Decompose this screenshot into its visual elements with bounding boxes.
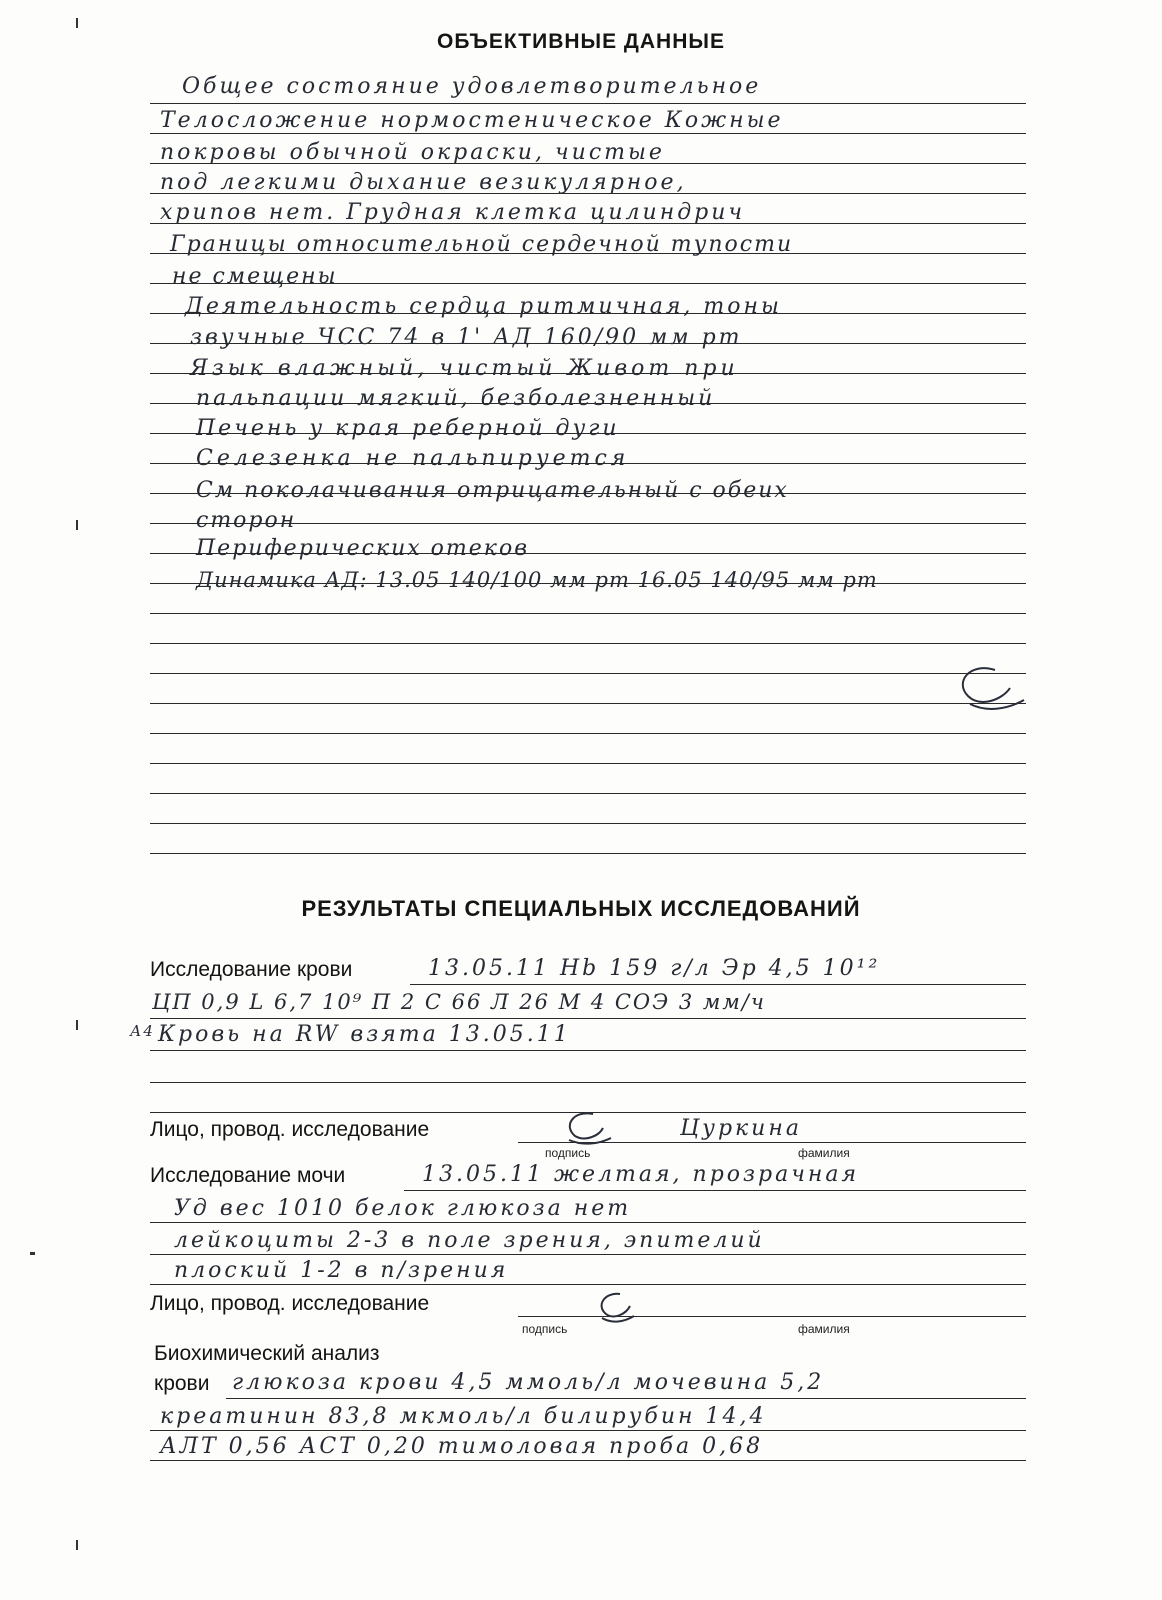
handwritten-line: Селезенка не пальпируется [196, 446, 630, 471]
blood-result-line: ЦП 0,9 L 6,7 10⁹ П 2 С 66 Л 26 М 4 СОЭ 3 мм/ч [152, 990, 766, 1014]
handwritten-line: Границы относительной сердечной тупости [170, 232, 794, 257]
biochem-result-line: глюкоза крови 4,5 ммоль/л мочевина 5,2 [232, 1370, 825, 1395]
urine-test-label: Исследование мочи [150, 1164, 346, 1187]
writing-line [150, 613, 1026, 614]
margin-tick [76, 18, 78, 28]
margin-tick [76, 1540, 78, 1550]
familiya-caption: фамилия [798, 1146, 850, 1160]
writing-line [150, 1018, 1026, 1019]
writing-line [150, 733, 1026, 734]
writing-line [150, 133, 1026, 134]
podpis-caption: подпись [522, 1322, 568, 1336]
biochem-label-line1: Биохимический анализ [154, 1342, 380, 1365]
blood-person-name: Цуркина [680, 1116, 802, 1141]
handwritten-line: Периферических отеков [196, 536, 529, 561]
biochem-result-line: креатинин 83,8 мкмоль/л билирубин 14,4 [160, 1404, 767, 1429]
writing-line [404, 1190, 1026, 1191]
urine-result-line: 13.05.11 желтая, прозрачная [422, 1162, 860, 1187]
writing-line [150, 793, 1026, 794]
writing-line [150, 763, 1026, 764]
blood-result-line: Кровь на RW взята 13.05.11 [158, 1022, 571, 1047]
handwritten-line: сторон [196, 508, 297, 533]
writing-line [150, 1082, 1026, 1083]
handwritten-line: Телосложение нормостеническое Кожные [160, 108, 784, 133]
writing-line [150, 1284, 1026, 1285]
writing-line [150, 673, 1026, 674]
handwritten-line: под легкими дыхание везикулярное, [160, 170, 687, 195]
writing-line [150, 823, 1026, 824]
writing-line [150, 1050, 1026, 1051]
writing-line [150, 1222, 1026, 1223]
familiya-caption: фамилия [798, 1322, 850, 1336]
blood-person-signature [555, 1108, 615, 1148]
handwritten-line: звучные ЧСС 74 в 1' АД 160/90 мм рт [190, 325, 743, 350]
handwritten-line: Печень у края реберной дуги [196, 416, 620, 441]
urine-result-line: Уд вес 1010 белок глюкоза нет [174, 1196, 632, 1221]
objective-data-heading: ОБЪЕКТИВНЫЕ ДАННЫЕ [437, 30, 725, 53]
urine-person-label: Лицо, провод. исследование [150, 1292, 430, 1315]
handwritten-line: пальпации мягкий, безболезненный [196, 386, 716, 411]
special-studies-heading: РЕЗУЛЬТАТЫ СПЕЦИАЛЬНЫХ ИССЛЕДОВАНИЙ [301, 896, 861, 921]
writing-line [150, 853, 1026, 854]
urine-person-signature [590, 1290, 640, 1330]
writing-line [150, 1430, 1026, 1431]
urine-result-line: лейкоциты 2-3 в поле зрения, эпителий [174, 1228, 765, 1253]
urine-result-line: плоский 1-2 в п/зрения [174, 1258, 509, 1283]
writing-line [226, 1398, 1026, 1399]
handwritten-line: Деятельность сердца ритмичная, тоны [185, 294, 782, 319]
handwritten-line: Общее состояние удовлетворительное [182, 74, 762, 99]
biochem-label-line2: крови [154, 1372, 210, 1395]
writing-line [410, 984, 1026, 985]
blood-margin-note: А4 [130, 1022, 155, 1040]
writing-line [150, 1254, 1026, 1255]
doctor-signature [940, 660, 1030, 722]
podpis-caption: подпись [545, 1146, 591, 1160]
margin-dot [30, 1252, 35, 1255]
writing-line [150, 643, 1026, 644]
writing-line [150, 1460, 1026, 1461]
blood-test-label: Исследование крови [150, 958, 353, 981]
blood-person-label: Лицо, провод. исследование [150, 1118, 430, 1141]
handwritten-line: покровы обычной окраски, чистые [160, 140, 665, 165]
handwritten-line: Язык влажный, чистый Живот при [190, 356, 739, 381]
blood-result-line: 13.05.11 Hb 159 г/л Эр 4,5 10¹² [428, 956, 881, 981]
writing-line [150, 103, 1026, 104]
handwritten-line: не смещены [172, 264, 338, 289]
margin-tick [76, 1020, 78, 1030]
handwritten-line: См поколачивания отрицательный с обеих [196, 478, 789, 503]
handwritten-line: Динамика АД: 13.05 140/100 мм рт 16.05 140/95 мм рт [196, 568, 878, 592]
writing-line [150, 703, 1026, 704]
biochem-result-line: АЛТ 0,56 АСТ 0,20 тимоловая проба 0,68 [160, 1434, 764, 1459]
handwritten-line: хрипов нет. Грудная клетка цилиндрич [160, 200, 746, 225]
margin-tick [76, 520, 78, 530]
